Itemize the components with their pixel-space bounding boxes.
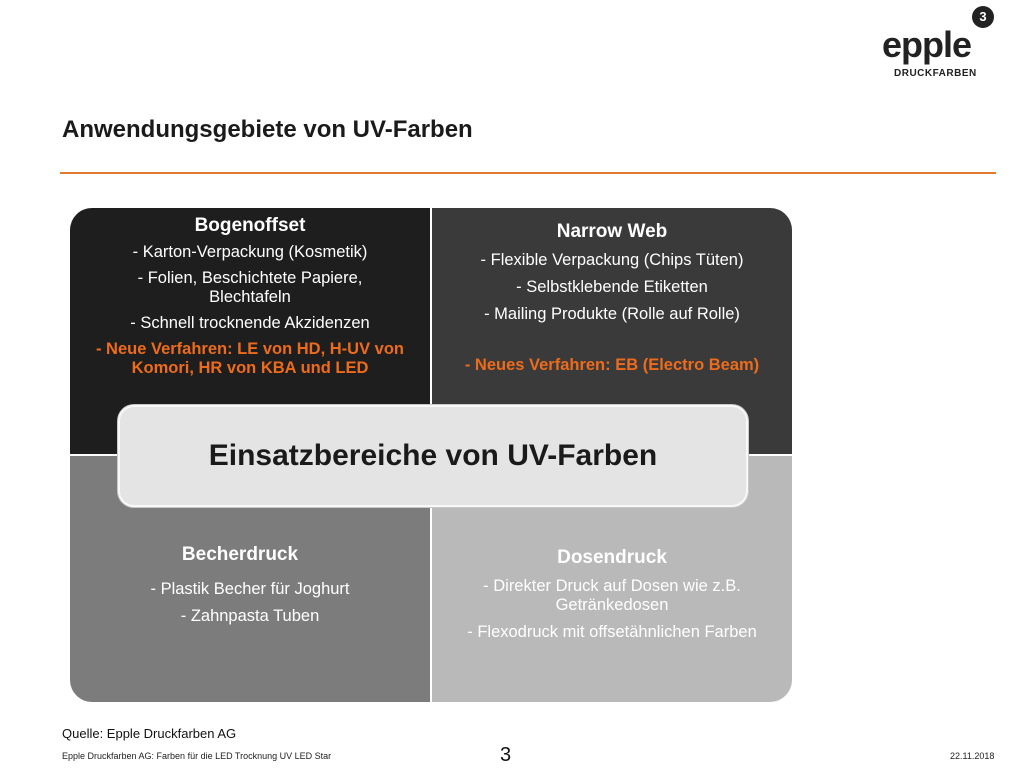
quadrant-heading: Becherdruck: [181, 544, 299, 565]
quadrant-line: - Mailing Produkte (Rolle auf Rolle): [484, 305, 740, 323]
quadrant-highlight: - Neues Verfahren: EB (Electro Beam): [464, 356, 760, 374]
quadrant-line: - Selbstklebende Etiketten: [516, 278, 708, 296]
footer-caption: Epple Druckfarben AG: Farben für die LED Trocknung UV LED Star: [62, 751, 332, 761]
footer-date: 22.11.2018: [950, 751, 995, 761]
quadrant-line: - Karton-Verpackung (Kosmetik): [132, 243, 368, 261]
quadrant-line: - Folien, Beschichtete Papiere, Blechtafeln: [137, 269, 363, 306]
title-divider: [60, 172, 996, 174]
quadrant-line: - Direkter Druck auf Dosen wie z.B. Getränkedosen: [483, 577, 741, 614]
logo-wordmark: epple: [882, 24, 972, 65]
quadrant-highlight: - Neue Verfahren: LE von HD, H-UV von Komori, HR von KBA und LED: [95, 340, 405, 377]
source-note: Quelle: Epple Druckfarben AG: [62, 726, 237, 741]
logo-badge-icon: 3: [972, 6, 994, 28]
logo-subtitle: DRUCKFARBEN: [894, 68, 977, 79]
quadrant-heading: Dosendruck: [557, 547, 667, 568]
quadrant-heading: Bogenoffset: [194, 215, 306, 236]
company-logo: [880, 6, 1000, 82]
quadrant-line: - Plastik Becher für Joghurt: [150, 580, 350, 598]
quadrant-heading: Narrow Web: [556, 221, 668, 242]
page-number: 3: [500, 744, 512, 766]
slide-title: Anwendungsgebiete von UV-Farben: [62, 116, 473, 143]
quadrant-line: - Flexible Verpackung (Chips Tüten): [480, 251, 744, 269]
center-banner: [118, 405, 748, 507]
quadrant-line: - Zahnpasta Tuben: [180, 607, 320, 625]
quadrant-line: - Schnell trocknende Akzidenzen: [130, 314, 370, 332]
center-banner-text: Einsatzbereiche von UV-Farben: [208, 439, 658, 472]
quadrant-line: - Flexodruck mit offsetähnlichen Farben: [467, 623, 757, 641]
